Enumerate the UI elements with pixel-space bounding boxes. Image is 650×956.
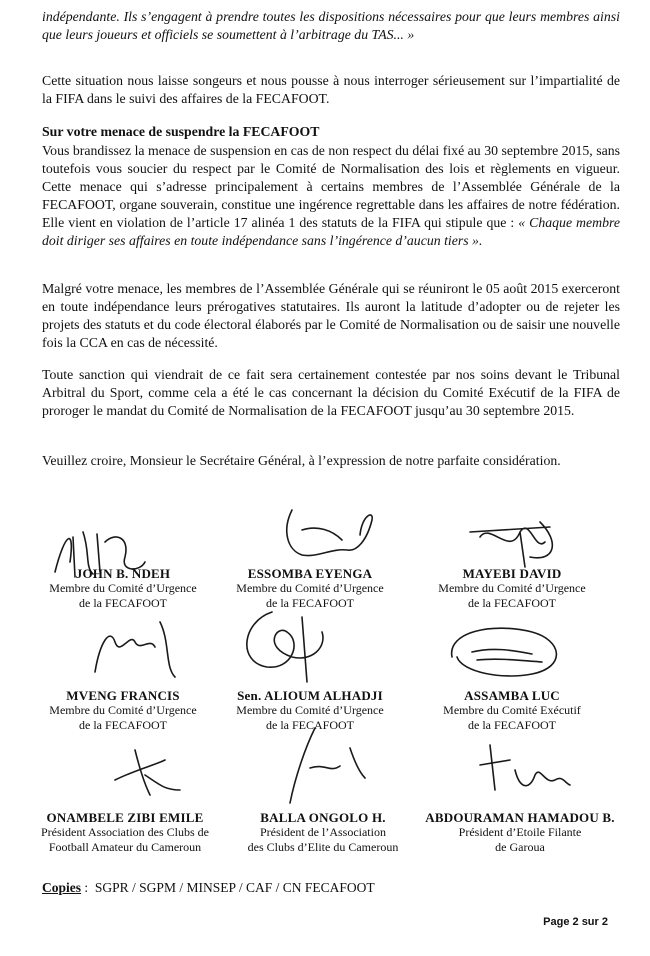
signature-onambele-icon: [105, 740, 195, 800]
signatory-onambele: [25, 810, 225, 855]
signatory-name: JOHN B. NDEH: [75, 566, 171, 581]
signature-assamba-icon: [432, 612, 582, 692]
signatory-org: de la FECAFOOT: [266, 596, 354, 610]
signatory-role: Président d’Etoile Filante: [458, 825, 582, 839]
closing-paragraph: Veuillez croire, Monsieur le Secrétaire Général, à l’expression de notre parfaite considération.: [42, 453, 561, 468]
signatory-alioum: [215, 688, 405, 733]
signatory-role: Président de l’Association: [260, 825, 386, 839]
signatory-role: Membre du Comité d’Urgence: [49, 581, 197, 595]
signatory-role: Membre du Comité d’Urgence: [236, 703, 384, 717]
signatory-org: de la FECAFOOT: [468, 718, 556, 732]
signatory-org: de la FECAFOOT: [468, 596, 556, 610]
signatory-assamba: [412, 688, 612, 733]
signatory-mayebi: [412, 566, 612, 611]
signature-mayebi-icon: [460, 512, 570, 572]
sanction-paragraph: Toute sanction qui viendrait de ce fait sera certainement contestée par nos soins devant le Tribunal Arbitral du Sport, comme cela a été le cas concernant la décision du Comité Exécutif de la FIFA de proroger le mandat du Comité de Normalisation de la FECAFOOT jusqu’au 30 septembre 2015.: [42, 367, 620, 418]
signatory-org: Football Amateur du Cameroun: [48, 840, 202, 854]
signatory-org: des Clubs d’Elite du Cameroun: [247, 840, 399, 854]
signatory-role: Membre du Comité Exécutif: [443, 703, 581, 717]
signatory-mveng: [28, 688, 218, 733]
signatory-name: ASSAMBA LUC: [464, 688, 560, 703]
signatory-name: BALLA ONGOLO H.: [260, 810, 386, 825]
copies-line: [42, 880, 375, 896]
signatory-role: Président Association des Clubs de: [41, 825, 209, 839]
copies-separator: :: [81, 880, 89, 895]
intro-quote-paragraph: indépendante. Ils s’engagent à prendre toutes les dispositions nécessaires pour que leurs membres ainsi que leurs joueurs et officiels se soumettent à l’arbitrage du TAS... »: [42, 9, 620, 42]
signatory-org: de la FECAFOOT: [79, 718, 167, 732]
situation-paragraph: Cette situation nous laisse songeurs et nous pousse à nous interroger sérieusement sur l’impartialité de la FIFA dans le suivi des affaires de la FECAFOOT.: [42, 73, 620, 106]
copies-list: SGPR / SGPM / MINSEP / CAF / CN FECAFOOT: [94, 880, 375, 895]
signatory-name: MAYEBI DAVID: [462, 566, 562, 581]
copies-label: Copies: [42, 880, 82, 895]
signatory-name: MVENG FRANCIS: [66, 688, 180, 703]
signature-abdouraman-icon: [470, 735, 580, 795]
signatory-org: de la FECAFOOT: [266, 718, 354, 732]
menace-quote: « Chaque membre doit diriger ses affaires en toute indépendance sans l’ingérence d’aucun tiers ».: [42, 215, 620, 248]
signatory-name: Sen. ALIOUM ALHADJI: [237, 688, 383, 703]
signatory-role: Membre du Comité d’Urgence: [49, 703, 197, 717]
signatory-role: Membre du Comité d’Urgence: [438, 581, 586, 595]
signatory-org: de Garoua: [495, 840, 545, 854]
signatory-name: ESSOMBA EYENGA: [247, 566, 373, 581]
signatory-abdouraman: [410, 810, 630, 855]
signature-mveng-icon: [80, 612, 190, 682]
menace-paragraph: [42, 142, 620, 250]
signature-alioum-icon: [232, 602, 352, 687]
signatory-org: de la FECAFOOT: [79, 596, 167, 610]
menace-heading: Sur votre menace de suspendre la FECAFOOT: [42, 124, 320, 139]
page-number: Page 2 sur 2: [543, 916, 608, 928]
signatory-essomba: [215, 566, 405, 611]
signatory-name: ABDOURAMAN HAMADOU B.: [425, 810, 615, 825]
signatory-balla: [228, 810, 418, 855]
signatory-role: Membre du Comité d’Urgence: [236, 581, 384, 595]
signatory-ndeh: [28, 566, 218, 611]
signatory-name: ONAMBELE ZIBI EMILE: [46, 810, 204, 825]
signature-essomba-icon: [262, 500, 392, 570]
malgre-paragraph: Malgré votre menace, les membres de l’Assemblée Générale qui se réuniront le 05 août 2015 exerceront en toute indépendance leurs prérogatives statutaires. Ils auront la latitude d’adopter ou de rejeter les projets des statuts et du code électoral élaborés par le Comité de Normalisation ou de saisir une nouvelle fois la CCA en cas de nécessité.: [42, 281, 620, 350]
menace-text: Vous brandissez la menace de suspension en cas de non respect du délai fixé au 30 septembre 2015, sans toutefois vous soucier du respect par le Comité de Normalisation des lois et règlements en vigueur. Cette menace qui s’adresse principalement à certains membres de l’Assemblée Générale de la FECAFOOT, organe souverain, constitue une ingérence regrettable dans les affaires de notre fédération. Elle vient en violation de l’article 17 alinéa 1 des statuts de la FIFA qui stipule que :: [42, 143, 620, 230]
